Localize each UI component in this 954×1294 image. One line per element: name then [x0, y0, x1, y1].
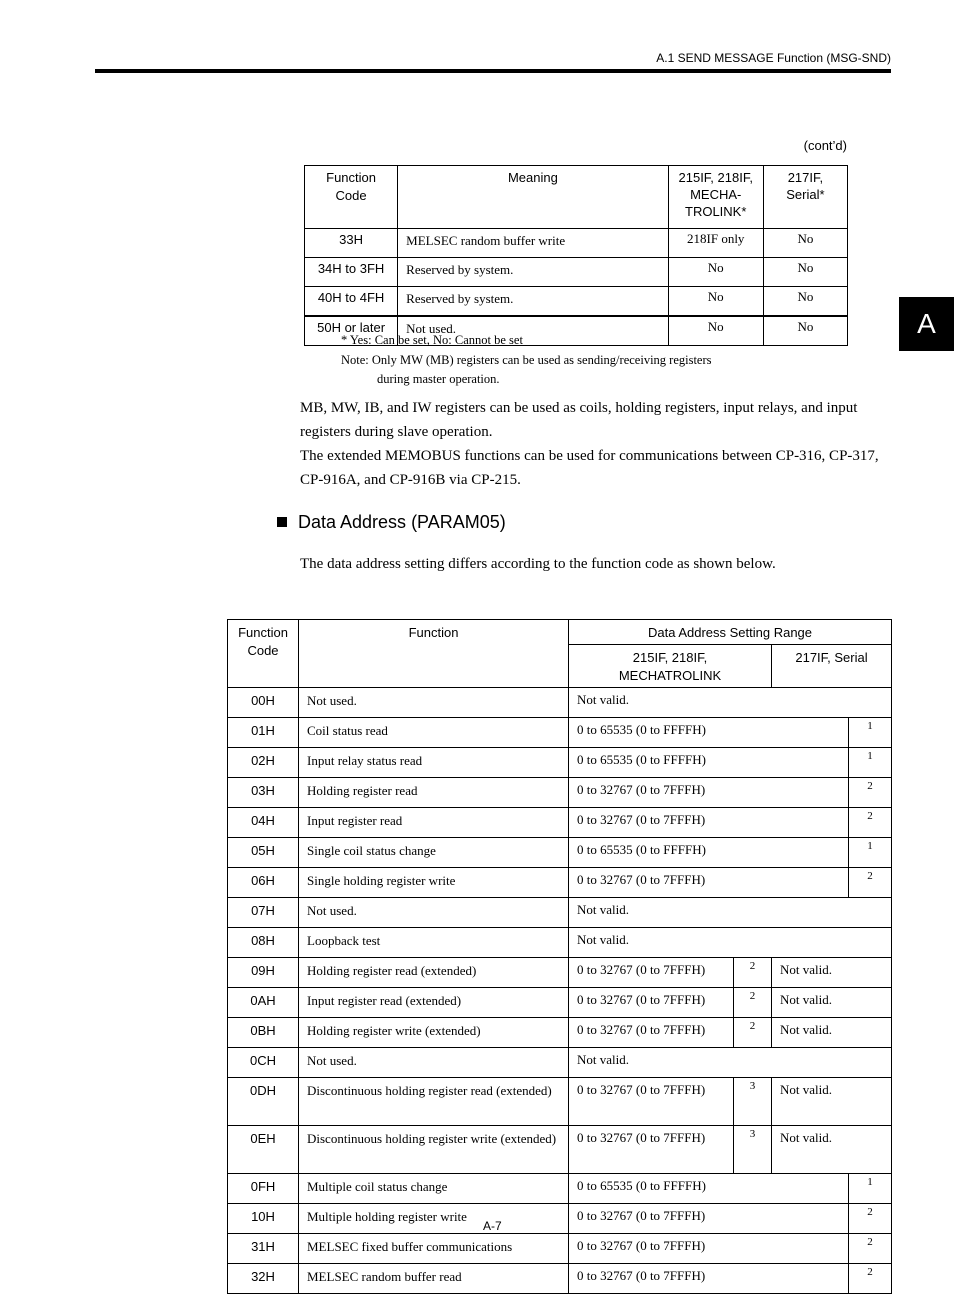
continued-label: (cont’d) [803, 138, 847, 153]
header-rule [95, 69, 891, 73]
serial-range-cell: Not valid. [772, 1018, 892, 1048]
function-code-cell: 33H [305, 229, 398, 258]
function-code-cell: 07H [228, 898, 299, 928]
function-name-cell: Input register read [299, 808, 569, 838]
function-name-cell: Holding register read [299, 778, 569, 808]
paragraph-line: MB, MW, IB, and IW registers can be used as coils, holding registers, input relays, and input registers during slave operation. [300, 400, 858, 440]
function-name-cell: Holding register write (extended) [299, 1018, 569, 1048]
section-heading-text: Data Address (PARAM05) [298, 512, 506, 532]
range-cell: 0 to 32767 (0 to 7FFFH) [569, 1234, 849, 1264]
note-ref-cell: 3 [734, 1078, 772, 1126]
note-ref-cell: 2 [849, 1234, 892, 1264]
function-code-cell: 00H [228, 688, 299, 718]
table-row [228, 988, 892, 1018]
meaning-cell: MELSEC random buffer write [398, 229, 668, 258]
table-header-row [228, 620, 892, 645]
function-code-cell: 50H or later [305, 316, 398, 346]
range-cell: Not valid. [569, 898, 892, 928]
function-code-cell: 34H to 3FH [305, 258, 398, 287]
range-cell: 0 to 65535 (0 to FFFFH) [569, 838, 849, 868]
function-code-cell: 04H [228, 808, 299, 838]
function-name-cell: Holding register read (extended) [299, 958, 569, 988]
function-code-cell: 0CH [228, 1048, 299, 1078]
note-ref-cell: 2 [734, 958, 772, 988]
function-name-cell: Not used. [299, 898, 569, 928]
support-217if-cell: No [763, 258, 847, 287]
range-cell: 0 to 32767 (0 to 7FFFH) [569, 808, 849, 838]
table-row [228, 1048, 892, 1078]
range-cell: 0 to 32767 (0 to 7FFFH) [569, 1126, 734, 1174]
meaning-cell: Reserved by system. [398, 287, 668, 317]
note-ref-cell: 2 [849, 1264, 892, 1294]
function-name-cell: Not used. [299, 688, 569, 718]
function-code-cell: 05H [228, 838, 299, 868]
function-code-cell: 32H [228, 1264, 299, 1294]
function-code-cell: 09H [228, 958, 299, 988]
function-code-cell: 0BH [228, 1018, 299, 1048]
table-row [305, 258, 848, 287]
function-code-cell: 0EH [228, 1126, 299, 1174]
function-code-cell: 31H [228, 1234, 299, 1264]
range-cell: 0 to 65535 (0 to FFFFH) [569, 748, 849, 778]
function-name-cell: Input register read (extended) [299, 988, 569, 1018]
support-217if-cell: No [763, 287, 847, 317]
range-cell: 0 to 32767 (0 to 7FFFH) [569, 778, 849, 808]
table-header-row [305, 166, 848, 229]
serial-range-cell: Not valid. [772, 988, 892, 1018]
table-row [228, 1018, 892, 1048]
range-cell: 0 to 32767 (0 to 7FFFH) [569, 1204, 849, 1234]
data-address-table [227, 619, 892, 1294]
range-cell: 0 to 32767 (0 to 7FFFH) [569, 1018, 734, 1048]
function-code-cell: 0AH [228, 988, 299, 1018]
note-ref-cell: 1 [849, 718, 892, 748]
function-name-cell: Discontinuous holding register write (extended) [299, 1126, 569, 1174]
table-row [305, 229, 848, 258]
header-function-code: Function Code [228, 620, 299, 688]
header-215if: 215IF, 218IF, MECHA- TROLINK* [668, 166, 763, 229]
note-ref-cell: 1 [849, 838, 892, 868]
function-code-cell: 40H to 4FH [305, 287, 398, 317]
support-215if-cell: No [668, 287, 763, 317]
footnote: * Yes: Can be set, No: Cannot be set [341, 333, 523, 347]
function-name-cell: Multiple coil status change [299, 1174, 569, 1204]
function-code-cell: 06H [228, 868, 299, 898]
table-row [228, 1204, 892, 1234]
note-ref-cell: 3 [734, 1126, 772, 1174]
range-cell: 0 to 32767 (0 to 7FFFH) [569, 1264, 849, 1294]
function-name-cell: MELSEC fixed buffer communications [299, 1234, 569, 1264]
header-function-code: Function Code [305, 166, 398, 229]
range-cell: 0 to 65535 (0 to FFFFH) [569, 718, 849, 748]
header-217if: 217IF, Serial [772, 645, 892, 688]
function-name-cell: Discontinuous holding register read (extended) [299, 1078, 569, 1126]
function-name-cell: Single holding register write [299, 868, 569, 898]
table-row [228, 688, 892, 718]
table-row [228, 1264, 892, 1294]
section-intro: The data address setting differs according to the function code as shown below. [300, 556, 776, 572]
note-ref-cell: 2 [734, 1018, 772, 1048]
note-line: Note: Only MW (MB) registers can be used as sending/receiving registers [341, 352, 712, 367]
range-cell: 0 to 32767 (0 to 7FFFH) [569, 988, 734, 1018]
table-row [228, 718, 892, 748]
meaning-cell: Not used. [398, 316, 668, 346]
function-code-cell: 0DH [228, 1078, 299, 1126]
table-row [228, 1234, 892, 1264]
table-row [228, 1078, 892, 1126]
range-cell: 0 to 32767 (0 to 7FFFH) [569, 958, 734, 988]
range-cell: 0 to 32767 (0 to 7FFFH) [569, 1078, 734, 1126]
serial-range-cell: Not valid. [772, 1126, 892, 1174]
support-215if-cell: 218IF only [668, 229, 763, 258]
note-ref-cell: 2 [849, 868, 892, 898]
serial-range-cell: Not valid. [772, 1078, 892, 1126]
range-cell: Not valid. [569, 1048, 892, 1078]
header-meaning: Meaning [398, 166, 668, 229]
table-row [228, 1126, 892, 1174]
support-215if-cell: No [668, 316, 763, 346]
support-217if-cell: No [763, 229, 847, 258]
table-row [228, 958, 892, 988]
table-row [228, 868, 892, 898]
table-row [305, 287, 848, 317]
note-line: during master operation. [377, 372, 500, 386]
table-row [228, 928, 892, 958]
function-code-table-continued [304, 165, 848, 346]
appendix-side-tab: A [899, 297, 954, 351]
support-217if-cell: No [763, 316, 847, 346]
table-row [228, 838, 892, 868]
running-header: A.1 SEND MESSAGE Function (MSG-SND) [656, 51, 891, 65]
function-code-cell: 08H [228, 928, 299, 958]
serial-range-cell: Not valid. [772, 958, 892, 988]
range-cell: 0 to 65535 (0 to FFFFH) [569, 1174, 849, 1204]
header-function: Function [299, 620, 569, 688]
square-bullet-icon [277, 517, 287, 527]
range-cell: Not valid. [569, 928, 892, 958]
range-cell: Not valid. [569, 688, 892, 718]
table-notes [341, 331, 712, 390]
note-ref-cell: 2 [849, 778, 892, 808]
function-name-cell: Loopback test [299, 928, 569, 958]
table-row [228, 808, 892, 838]
function-name-cell: Input relay status read [299, 748, 569, 778]
note-ref-cell: 2 [849, 1204, 892, 1234]
table-row [228, 1174, 892, 1204]
note-ref-cell: 1 [849, 748, 892, 778]
note-ref-cell: 2 [849, 808, 892, 838]
function-name-cell: MELSEC random buffer read [299, 1264, 569, 1294]
table-row [228, 778, 892, 808]
table-row [228, 898, 892, 928]
function-name-cell: Coil status read [299, 718, 569, 748]
function-code-cell: 0FH [228, 1174, 299, 1204]
function-code-cell: 02H [228, 748, 299, 778]
paragraph-line: The extended MEMOBUS functions can be used for communications between CP-316, CP-317, CP-916A, and CP-916B via CP-215. [300, 448, 879, 488]
function-code-cell: 10H [228, 1204, 299, 1234]
section-heading [277, 512, 506, 533]
note-ref-cell: 1 [849, 1174, 892, 1204]
support-215if-cell: No [668, 258, 763, 287]
note-ref-cell: 2 [734, 988, 772, 1018]
header-range: Data Address Setting Range [569, 620, 892, 645]
table-row [228, 748, 892, 778]
body-paragraph [300, 396, 892, 492]
header-217if: 217IF, Serial* [763, 166, 847, 229]
function-code-cell: 01H [228, 718, 299, 748]
range-cell: 0 to 32767 (0 to 7FFFH) [569, 868, 849, 898]
function-name-cell: Multiple holding register write [299, 1204, 569, 1234]
function-code-cell: 03H [228, 778, 299, 808]
header-215if: 215IF, 218IF, MECHATROLINK [569, 645, 772, 688]
page-number: A-7 [483, 1219, 502, 1233]
function-name-cell: Not used. [299, 1048, 569, 1078]
function-name-cell: Single coil status change [299, 838, 569, 868]
meaning-cell: Reserved by system. [398, 258, 668, 287]
